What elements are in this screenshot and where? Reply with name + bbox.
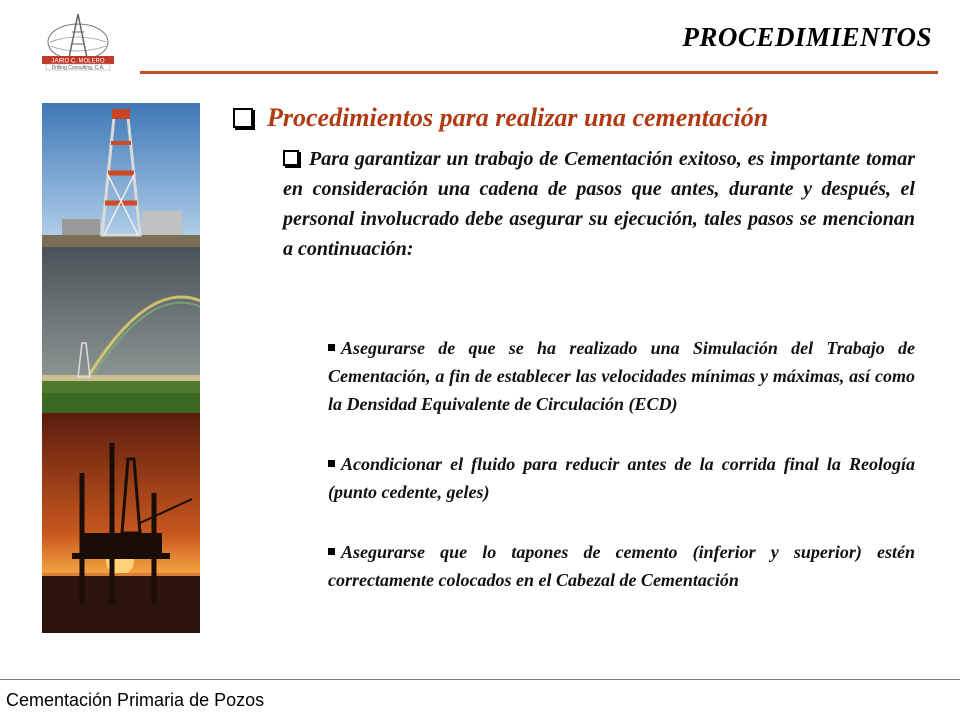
checkbox-bullet-icon	[283, 150, 299, 166]
intro-text: Para garantizar un trabajo de Cementación exitoso, es importante tomar en consideración una cadena de pasos que antes, durante y después, el personal involucrado debe asegurar su ejecución, tales pasos se mencionan a continuación:	[283, 148, 915, 260]
step-text: Asegurarse de que se ha realizado una Simulación del Trabajo de Cementación, a fin de establecer las velocidades mínimas y máximas, así como la Densidad Equivalente de Circulación (ECD)	[328, 338, 915, 414]
list-item	[328, 538, 915, 594]
logo-line1: JAIRO C. MOLERO	[51, 58, 105, 65]
rainbow-rig-field-photo	[42, 247, 200, 413]
derrick-globe-logo-icon	[36, 12, 120, 74]
checkbox-bullet-icon	[233, 108, 253, 128]
drilling-rig-photo	[42, 103, 200, 247]
section-heading-text: Procedimientos para realizar una cementación	[267, 103, 769, 132]
header-divider	[140, 71, 938, 74]
square-bullet-icon	[328, 548, 335, 555]
step-text: Acondicionar el fluido para reducir antes de la corrida final la Reología (punto cedente, geles)	[328, 454, 915, 502]
square-bullet-icon	[328, 460, 335, 467]
footer-divider	[0, 679, 960, 680]
steps-list	[328, 334, 915, 626]
logo-line2: Drilling Consulting, C.A.	[51, 65, 105, 71]
section-heading	[233, 103, 913, 133]
list-item	[328, 334, 915, 418]
offshore-rig-sunset-photo	[42, 413, 200, 633]
company-logo	[36, 12, 120, 74]
photo-column	[42, 103, 200, 633]
square-bullet-icon	[328, 344, 335, 351]
footer-text: Cementación Primaria de Pozos	[6, 690, 265, 710]
list-item	[328, 450, 915, 506]
step-text: Asegurarse que lo tapones de cemento (inferior y superior) estén correctamente colocados en el Cabezal de Cementación	[328, 542, 915, 590]
intro-paragraph	[283, 144, 915, 264]
page-title: PROCEDIMIENTOS	[682, 22, 932, 52]
